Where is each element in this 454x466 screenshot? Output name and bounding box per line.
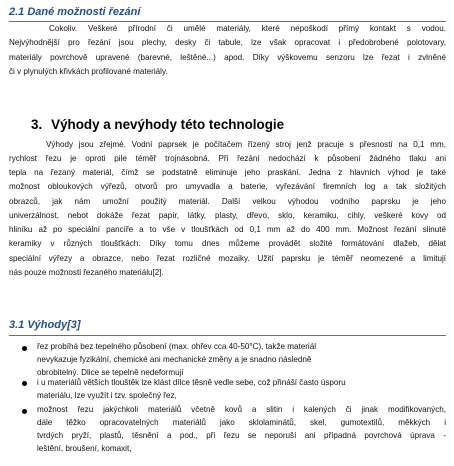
heading-underline bbox=[9, 335, 446, 336]
bullet-line: i u materiálů větších tlouštěk lze klást dílce těsně vedle sebe, což přináší často úsporu bbox=[37, 378, 346, 387]
bullet-line: leštění, broušení, komaxit, bbox=[37, 444, 132, 453]
bullet-line: nevykazuje fyzikální, chemické ani mechanické změny a je snadno následně bbox=[37, 355, 312, 364]
paragraph-line: možnost obloukových výřezů, otvorů pro umyvadla a baterie, vyřezávání firemních log a tak složitých bbox=[9, 182, 446, 191]
bullet-dot bbox=[22, 381, 27, 386]
bullet-line: možnost řezu jakýchkoli materiálů včetně kovů a slitin i kalených či jinak modifikovaných, bbox=[37, 405, 446, 414]
paragraph-line: Nejvýhodnější pro řezání jsou plechy, desky či tabule, lze však opracovat i předobrobené polotovary, bbox=[9, 38, 446, 47]
paragraph-line: nás pouze možnosti řezaného materiálu[2]. bbox=[9, 268, 164, 277]
section-title: Výhody a nevýhody této technologie bbox=[51, 117, 285, 132]
section-heading-3 bbox=[31, 117, 284, 132]
section-heading-2-1: 2.1 Dané možnosti řezání bbox=[9, 6, 141, 18]
paragraph-line: keramiky v různých tloušťkách. Díky tomu dnes můžeme provádět složité formátování dlažeb, dělat bbox=[9, 239, 446, 248]
paragraph-line: obrazců, jak nám umožní použitý materiál. Další velkou výhodou vodního paprsku je jeho bbox=[9, 197, 446, 206]
section-heading-3-1: 3.1 Výhody[3] bbox=[9, 319, 81, 331]
paragraph-line: tepla na řezaný materiál, čímž se podstatně eliminuje jeho praskání. Jedna z hlavních výhod je také bbox=[9, 168, 446, 177]
bullet-line: obrobitelný. Dlice se tepelně nedeformují bbox=[37, 368, 184, 377]
paragraph-line: materiály povrchově upravené (barevné, leštěné...) apod. Díky výškovemu senzoru lze řezat i zvlněné bbox=[9, 53, 446, 62]
paragraph-line: univerzálnost, nebot dokáže řezat papír, látky, plasty, dřevo, sklo, keramiku, cihly, veškeré kovy od bbox=[9, 211, 446, 220]
bullet-line: tvrdých pryží, plastů, těsnění a pod., při řezu se neporuší ani případná povrchová úprava - bbox=[37, 431, 446, 440]
bullet-dot bbox=[22, 346, 27, 351]
paragraph-line: rychlost řezu je oproti pile téměř trojnásobná. Při řezání nedochází k působení žádného tlaku ani bbox=[9, 154, 446, 163]
paragraph-line: Výhody jsou zřejmé. Vodní paprsek je počítačem řízený stroj jenž pracuje s přesností na 0,1 mm, bbox=[46, 140, 446, 149]
bullet-line: dále těžko opracovatelných materiálů jako sklolaminátů, skel, gumotextilů, měkkých i bbox=[37, 418, 446, 427]
heading-underline bbox=[9, 21, 446, 22]
paragraph-line: či v plynulých křivkách profilované materiály. bbox=[9, 67, 168, 76]
paragraph-line: speciální výřezy a obrazce, nebo řezat rozličné mozaiky. Užití paprsku je téměř neomezené a limitují bbox=[9, 254, 446, 263]
section-number: 3. bbox=[31, 117, 43, 132]
paragraph-line: hliníku až po speciální pancíře a to vše v tloušťkách od 0,1 mm až do 400 mm. Možnost řezání slinuté bbox=[9, 225, 446, 234]
bullet-line: materiálu, lze využít i tzv. společný řez, bbox=[37, 391, 177, 400]
bullet-dot bbox=[22, 409, 27, 414]
paragraph-line: Cokoliv. Veškeré přírodní či umělé materiály, které nepoškodí přímý kontakt s vodou. bbox=[49, 24, 446, 33]
bullet-line: řez probíhá bez tepelného působení (max. ohřev cca 40-50°C), takže materiál bbox=[37, 342, 317, 351]
